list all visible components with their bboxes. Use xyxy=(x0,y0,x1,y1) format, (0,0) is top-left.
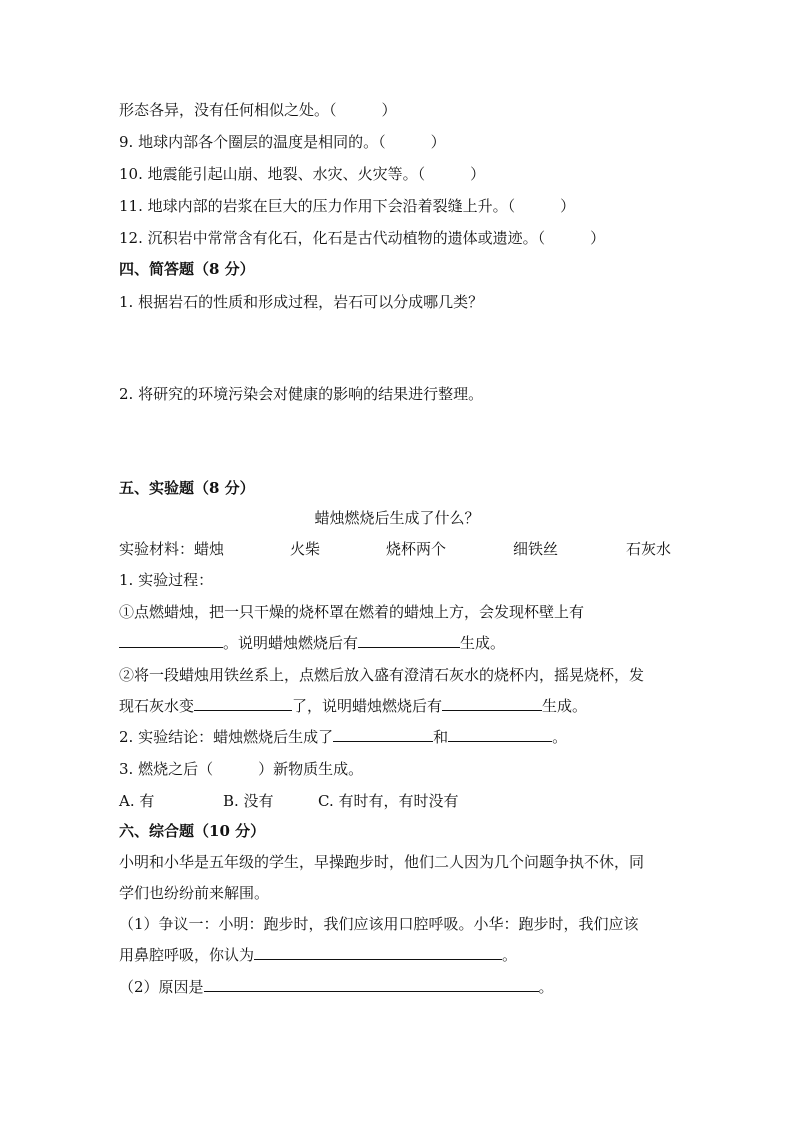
blank-field[interactable] xyxy=(254,945,502,960)
judgment-q9: 9. 地球内部各个圈层的温度是相同的。（ ） xyxy=(119,133,446,151)
section4-q2: 2. 将研究的环境污染会对健康的影响的结果进行整理。 xyxy=(119,385,484,403)
blank-field[interactable] xyxy=(448,727,552,742)
judgment-q11: 11. 地球内部的岩浆在巨大的压力作用下会沿着裂缝上升。（ ） xyxy=(119,197,576,215)
step2-line2 xyxy=(119,696,587,716)
conclusion-line xyxy=(119,727,567,747)
section6-heading: 六、综合题（10 分） xyxy=(119,822,266,840)
materials-label: 实验材料： xyxy=(119,540,195,558)
reason-line xyxy=(119,977,554,997)
section5-q3: 3. 燃烧之后（ ）新物质生成。 xyxy=(119,760,364,778)
step1-text: 生成。 xyxy=(460,634,506,652)
reason-text: （2）原因是 xyxy=(119,978,204,996)
conclusion-text: 。 xyxy=(552,728,568,746)
option-c: C. 有时有，有时没有 xyxy=(318,792,459,810)
blank-field[interactable] xyxy=(358,633,460,648)
step2-line1: ②将一段蜡烛用铁丝系上，点燃后放入盛有澄清石灰水的烧杯内，摇晃烧杯，发 xyxy=(119,666,645,684)
blank-field[interactable] xyxy=(204,977,539,992)
material-item: 火柴 xyxy=(290,540,321,558)
experiment-title: 蜡烛燃烧后生成了什么？ xyxy=(314,509,480,527)
section6-intro-line1: 小明和小华是五年级的学生，早操跑步时，他们二人因为几个问题争执不休，同 xyxy=(119,853,645,871)
dispute1-line1: （1）争议一：小明：跑步时，我们应该用口腔呼吸。小华：跑步时，我们应该 xyxy=(119,915,639,933)
material-item: 蜡烛 xyxy=(194,540,225,558)
step2-text: 现石灰水变 xyxy=(119,697,195,715)
blank-field[interactable] xyxy=(333,727,433,742)
step2-text: 生成。 xyxy=(542,697,588,715)
reason-text: 。 xyxy=(538,978,554,996)
blank-field[interactable] xyxy=(442,696,542,711)
material-item: 烧杯两个 xyxy=(386,540,447,558)
dispute1-text: 用鼻腔呼吸，你认为 xyxy=(119,946,255,964)
option-a: A. 有 xyxy=(119,792,155,810)
section4-heading: 四、简答题（8 分） xyxy=(119,260,255,278)
material-item: 石灰水 xyxy=(626,540,672,558)
step2-text: 了，说明蜡烛燃烧后有 xyxy=(292,697,443,715)
blank-field[interactable] xyxy=(194,696,292,711)
material-item: 细铁丝 xyxy=(513,540,559,558)
section6-intro-line2: 学们也纷纷前来解围。 xyxy=(119,884,270,902)
judgment-q12: 12. 沉积岩中常常含有化石，化石是古代动植物的遗体或遗迹。（ ） xyxy=(119,229,606,247)
conclusion-text: 2. 实验结论：蜡烛燃烧后生成了 xyxy=(119,728,334,746)
step1-line1: ①点燃蜡烛，把一只干燥的烧杯罩在燃着的蜡烛上方，会发现杯壁上有 xyxy=(119,603,585,621)
judgment-q8-continued: 形态各异，没有任何相似之处。（ ） xyxy=(119,101,397,119)
section4-q1: 1. 根据岩石的性质和形成过程，岩石可以分成哪几类？ xyxy=(119,293,484,311)
step1-line2 xyxy=(119,633,505,653)
dispute1-line2 xyxy=(119,945,517,965)
step1-text: 。说明蜡烛燃烧后有 xyxy=(223,634,359,652)
conclusion-text: 和 xyxy=(433,728,449,746)
blank-field[interactable] xyxy=(119,633,223,648)
process-label: 1. 实验过程： xyxy=(119,571,214,589)
section5-heading: 五、实验题（8 分） xyxy=(119,479,255,497)
dispute1-text: 。 xyxy=(502,946,518,964)
judgment-q10: 10. 地震能引起山崩、地裂、水灾、火灾等。（ ） xyxy=(119,165,486,183)
option-b: B. 没有 xyxy=(223,792,274,810)
